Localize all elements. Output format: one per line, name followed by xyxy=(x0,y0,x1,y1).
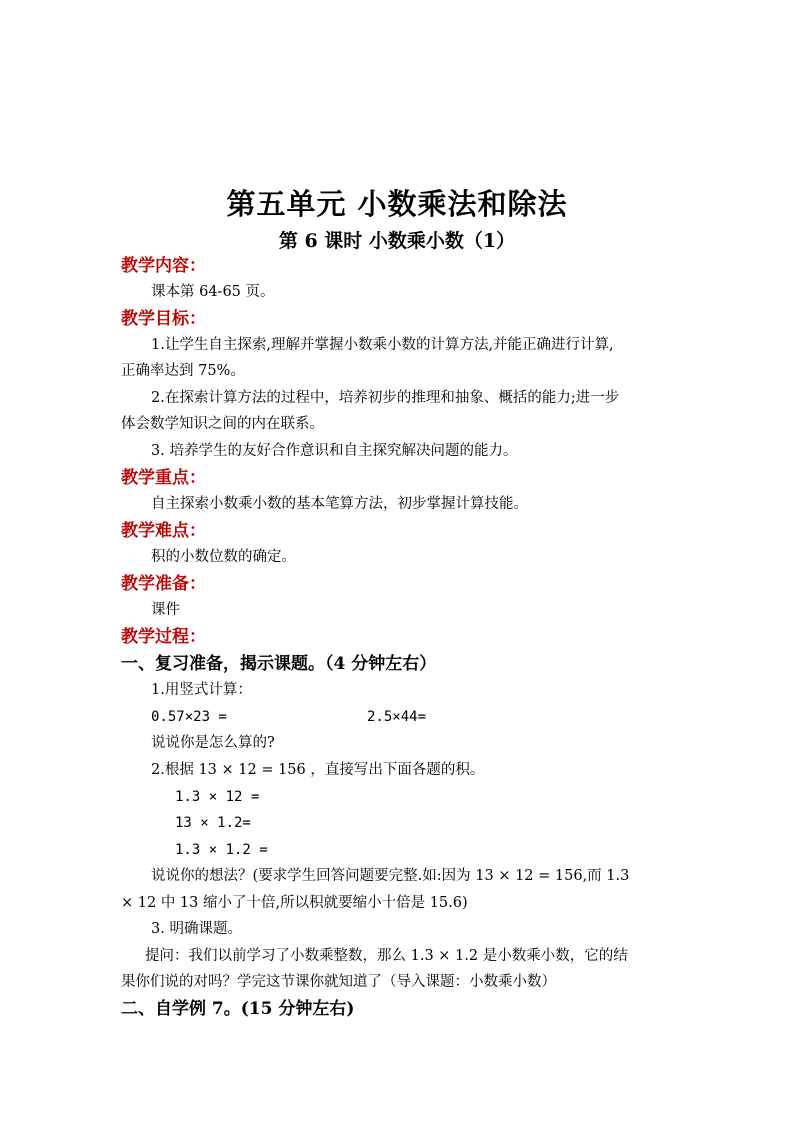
think-line-1: 说说你的想法？(要求学生回答问题要完整.如:因为 13 × 12 = 156,而 1.3 xyxy=(151,868,630,884)
equation-1: 1.3 × 12 = xyxy=(175,789,260,805)
keypoint-text: 自主探索小数乘小数的基本笔算方法，初步掌握计算技能。 xyxy=(151,496,528,512)
part-1-title: 一、复习准备，揭示课题。（4 分钟左右） xyxy=(121,654,437,674)
process-heading: 教学过程： xyxy=(121,627,206,647)
goal-1-line-1: 1.让学生自主探索,理解并掌握小数乘小数的计算方法,并能正确进行计算, xyxy=(151,337,614,353)
goal-1-line-2: 正确率达到 75%。 xyxy=(121,363,245,379)
goal-2-line-2: 体会数学知识之间的内在联系。 xyxy=(121,416,324,432)
part-2-title: 二、自学例 7。(15 分钟左右) xyxy=(121,999,355,1019)
content-text: 课本第 64-65 页。 xyxy=(151,284,275,300)
equation-3: 1.3 × 1.2 = xyxy=(175,842,268,858)
goal-2-line-1: 2.在探索计算方法的过程中，培养初步的推理和抽象、概括的能力;进一步 xyxy=(151,390,620,406)
item-2: 2.根据 13 × 12 = 156 ，直接写出下面各题的积。 xyxy=(151,762,485,778)
goal-3: 3. 培养学生的友好合作意识和自主探究解决问题的能力。 xyxy=(151,443,518,459)
equation-2: 13 × 1.2= xyxy=(175,815,251,831)
calc-b: 2.5×44= xyxy=(367,709,427,725)
difficulty-heading: 教学难点： xyxy=(121,521,206,541)
calc-a: 0.57×23 = xyxy=(151,709,227,725)
difficulty-text: 积的小数位数的确定。 xyxy=(151,549,296,565)
item-3: 3. 明确课题。 xyxy=(151,921,242,937)
question-line-1: 提问：我们以前学习了小数乘整数，那么 1.3 × 1.2 是小数乘小数，它的结 xyxy=(145,948,628,964)
item-1: 1.用竖式计算： xyxy=(151,682,252,698)
lesson-title: 第 6 课时 小数乘小数（1） xyxy=(278,230,516,252)
prep-text: 课件 xyxy=(151,602,180,618)
goals-heading: 教学目标： xyxy=(121,309,206,329)
ask-1: 说说你是怎么算的? xyxy=(151,735,275,751)
unit-title: 第五单元 小数乘法和除法 xyxy=(226,187,568,221)
content-heading: 教学内容： xyxy=(121,256,206,276)
question-line-2: 果你们说的对吗？学完这节课你就知道了（导入课题：小数乘小数） xyxy=(121,974,556,990)
keypoint-heading: 教学重点： xyxy=(121,468,206,488)
think-line-2: × 12 中 13 缩小了十倍,所以积就要缩小十倍是 15.6) xyxy=(121,895,468,911)
prep-heading: 教学准备： xyxy=(121,574,206,594)
